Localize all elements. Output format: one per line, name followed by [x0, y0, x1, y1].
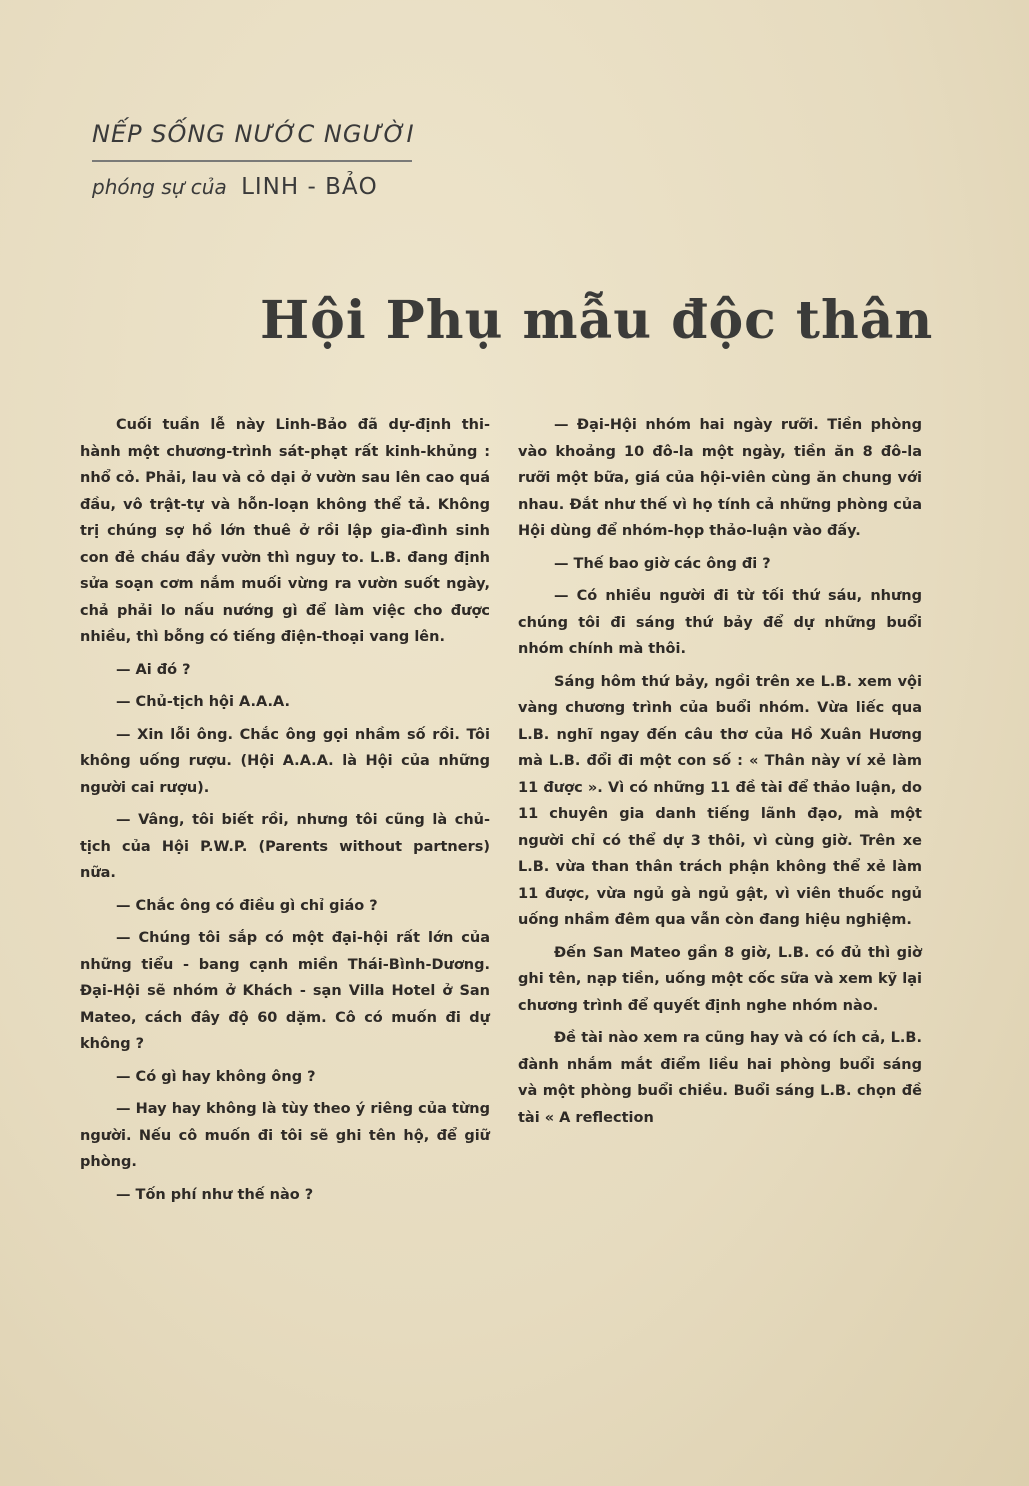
byline-author: LINH - BẢO: [241, 174, 378, 200]
paragraph: — Xin lỗi ông. Chắc ông gọi nhầm số rồi. Tôi không uống rượu. (Hội A.A.A. là Hội của những người cai rượu).: [80, 726, 490, 796]
paragraph: — Tốn phí như thế nào ?: [116, 1186, 314, 1203]
paragraph: — Chắc ông có điều gì chỉ giáo ?: [116, 897, 378, 914]
paragraph: Đến San Mateo gần 8 giờ, L.B. có đủ thì giờ ghi tên, nạp tiền, uống một cốc sữa và xem kỹ lại chương trình để quyết định nghe nhóm nào.: [518, 944, 922, 1014]
paragraph: — Có gì hay không ông ?: [116, 1068, 316, 1085]
paragraph: — Hay hay không là tùy theo ý riêng của từng người. Nếu cô muốn đi tôi sẽ ghi tên hộ, để giữ phòng.: [80, 1101, 490, 1170]
section-title: NẾP SỐNG NƯỚC NGƯỜI: [92, 120, 415, 148]
paragraph: — Chủ-tịch hội A.A.A.: [116, 694, 291, 710]
paragraph: Sáng hôm thứ bảy, ngồi trên xe L.B. xem vội vàng chương trình của buổi nhóm. Vừa liếc qua L.B. nghĩ ngay đến câu thơ của Hồ Xuân Hương mà L.B. đổi đi một con số : « Thân này ví xẻ làm 11 được ». Vì có những 11 đề tài để thảo luận, do 11 chuyên gia danh tiếng lãnh đạo, mà một người chỉ có thể dự 3 thôi, vì cùng giờ. Trên xe L.B. vừa than thân trách phận không thể xẻ làm 11 được, vừa ngủ gà ngủ gật, vì viên thuốc ngủ uống nhầm đêm qua vẫn còn đang hiệu nghiệm.: [518, 673, 922, 928]
paragraph: Cuối tuần lễ này Linh-Bảo đã dự-định thi-hành một chương-trình sát-phạt rất kinh-khủng : nhổ cỏ. Phải, lau và cỏ dại ở vườn sau lên cao quá đầu, vô trật-tự và hỗn-loạn không thể tả. Không trị chúng sợ hồ lớn thuê ở rồi lập gia-đình sinh con đẻ cháu đầy vườn thì nguy to. L.B. đang định sửa soạn cơm nắm muối vừng ra vườn suốt ngày, chả phải lo nấu nướng gì để làm việc cho được nhiều, thì bỗng có tiếng điện-thoại vang lên.: [80, 417, 490, 645]
paragraph: — Thế bao giờ các ông đi ?: [554, 555, 771, 572]
paragraph: — Chúng tôi sắp có một đại-hội rất lớn của những tiểu - bang cạnh miền Thái-Bình-Dương. Đại-Hội sẽ nhóm ở Khách - sạn Villa Hotel ở San Mateo, cách đây độ 60 dặm. Cô có muốn đi dự không ?: [80, 930, 490, 1052]
byline-lead: phóng sự của: [92, 175, 227, 199]
header-rule: [92, 160, 412, 162]
article-column-right: [518, 412, 922, 1137]
article-column-left: [80, 412, 490, 1214]
article-headline: Hội Phụ mẫu độc thân: [260, 290, 934, 351]
paragraph: — Ai đó ?: [116, 661, 191, 678]
paragraph: — Đại-Hội nhóm hai ngày rưỡi. Tiền phòng vào khoảng 10 đô-la một ngày, tiền ăn 8 đô-la rưỡi một bữa, giá của hội-viên cùng ăn chung với nhau. Đắt như thế vì họ tính cả những phòng của Hội dùng để nhóm-họp thảo-luận vào đấy.: [518, 417, 922, 539]
byline: [92, 174, 378, 200]
paragraph: — Vâng, tôi biết rồi, nhưng tôi cũng là chủ-tịch của Hội P.W.P. (Parents without partners) nữa.: [80, 812, 490, 881]
paragraph: Đề tài nào xem ra cũng hay và có ích cả, L.B. đành nhắm mắt điểm liều hai phòng buổi sáng và một phòng buổi chiều. Buổi sáng L.B. chọn đề tài « A reflection: [518, 1030, 922, 1126]
paragraph: — Có nhiều người đi từ tối thứ sáu, nhưng chúng tôi đi sáng thứ bảy để dự những buổi nhóm chính mà thôi.: [518, 588, 922, 657]
